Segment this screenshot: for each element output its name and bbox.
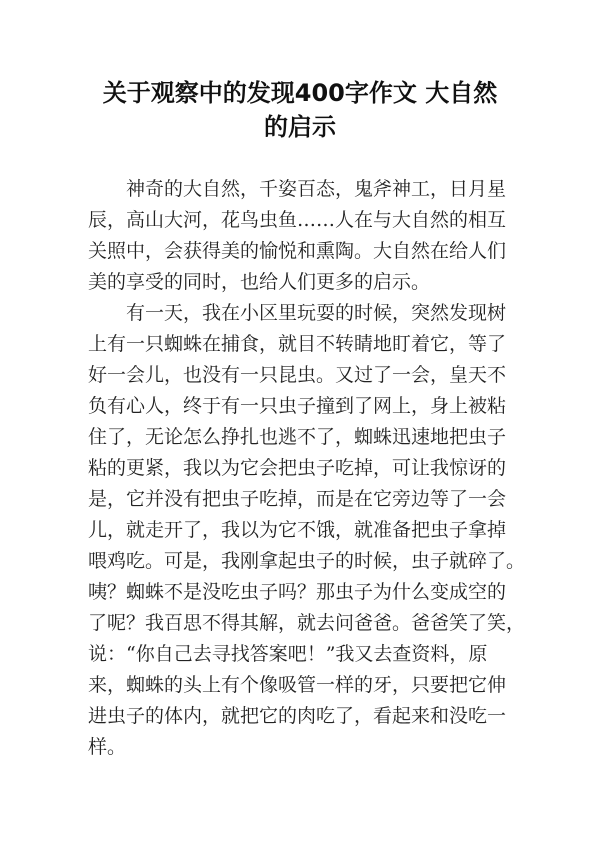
paragraph-2 xyxy=(88,298,528,763)
paragraph-2-line-6: 粘的更紧，我以为它会把虫子吃掉，可让我惊讶的 xyxy=(88,457,507,479)
paragraph-2-line-5: 住了，无论怎么挣扎也逃不了，蜘蛛迅速地把虫子 xyxy=(88,426,507,448)
paragraph-2-line-2: 上有一只蜘蛛在捕食，就目不转睛地盯着它，等了 xyxy=(88,333,507,355)
paragraph-1-line-4: 美的享受的同时，也给人们更多的启示。 xyxy=(88,271,431,293)
paragraph-2-line-9: 喂鸡吃。可是，我刚拿起虫子的时候，虫子就碎了。 xyxy=(88,550,526,572)
article-title xyxy=(60,76,540,144)
paragraph-2-line-7: 是，它并没有把虫子吃掉，而是在它旁边等了一会 xyxy=(88,488,507,510)
paragraph-2-line-10: 咦？蜘蛛不是没吃虫子吗？那虫子为什么变成空的 xyxy=(88,581,507,603)
paragraph-1-line-3: 关照中，会获得美的愉悦和熏陶。大自然在给人们 xyxy=(88,240,507,262)
paragraph-2-line-15: 样。 xyxy=(88,736,127,758)
title-line-2: 的启示 xyxy=(264,113,336,141)
paragraph-2-line-3: 好一会儿，也没有一只昆虫。又过了一会，皇天不 xyxy=(88,364,507,386)
paragraph-2-line-4: 负有心人，终于有一只虫子撞到了网上，身上被粘 xyxy=(88,395,507,417)
paragraph-1 xyxy=(88,174,528,298)
paragraph-2-line-8: 儿，就走开了，我以为它不饿，就准备把虫子拿掉 xyxy=(88,519,507,541)
paragraph-2-line-1: 有一天，我在小区里玩耍的时候，突然发现树 xyxy=(126,302,507,324)
paragraph-1-line-2: 辰，高山大河，花鸟虫鱼……人在与大自然的相互 xyxy=(88,209,507,231)
paragraph-2-line-12: 说：“你自己去寻找答案吧！”我又去查资料，原 xyxy=(88,643,488,665)
paragraph-2-line-11: 了呢？我百思不得其解，就去问爸爸。爸爸笑了笑， xyxy=(88,612,526,634)
paragraph-2-line-13: 来，蜘蛛的头上有个像吸管一样的牙，只要把它伸 xyxy=(88,674,507,696)
title-line-1: 关于观察中的发现400字作文 大自然 xyxy=(102,79,498,107)
article-body xyxy=(88,174,528,763)
paragraph-1-line-1: 神奇的大自然，千姿百态，鬼斧神工，日月星 xyxy=(126,178,507,200)
paragraph-2-line-14: 进虫子的体内，就把它的肉吃了，看起来和没吃一 xyxy=(88,705,507,727)
